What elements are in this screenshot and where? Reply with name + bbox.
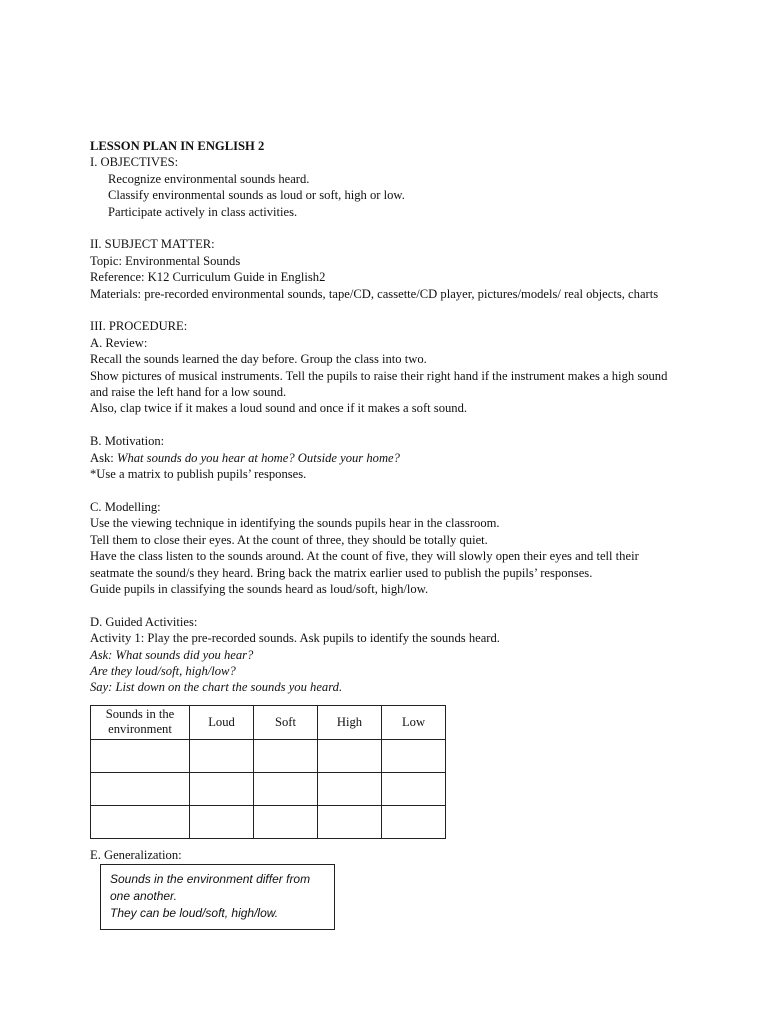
motivation-note: *Use a matrix to publish pupils’ responses. bbox=[90, 467, 307, 482]
subject-topic: Topic: Environmental Sounds bbox=[90, 253, 241, 268]
table-cell bbox=[382, 805, 446, 838]
motivation-ask bbox=[90, 450, 690, 466]
spacer bbox=[90, 302, 690, 318]
subject-reference: Reference: K12 Curriculum Guide in English2 bbox=[90, 270, 326, 285]
review-line: Also, clap twice if it makes a loud sound and once if it makes a soft sound. bbox=[90, 401, 468, 416]
table-cell bbox=[318, 739, 382, 772]
table-header-sounds: Sounds in the environment bbox=[91, 705, 190, 739]
motivation-heading: B. Motivation: bbox=[90, 434, 165, 449]
table-cell bbox=[91, 805, 190, 838]
table-cell bbox=[318, 772, 382, 805]
objectives-heading: I. OBJECTIVES: bbox=[90, 155, 179, 170]
review-heading: A. Review: bbox=[90, 335, 148, 350]
generalization-heading: E. Generalization: bbox=[90, 847, 182, 862]
subject-materials: Materials: pre-recorded environmental sounds, tape/CD, cassette/CD player, pictures/models/ real objects, charts bbox=[90, 286, 659, 301]
guided-activities-heading: D. Guided Activities: bbox=[90, 614, 198, 629]
table-header-low: Low bbox=[382, 705, 446, 739]
objective-item: Classify environmental sounds as loud or soft, high or low. bbox=[108, 188, 405, 203]
generalization-line: They can be loud/soft, high/low. bbox=[110, 906, 279, 921]
table-header-loud: Loud bbox=[190, 705, 254, 739]
guided-activity-1: Activity 1: Play the pre-recorded sounds. Ask pupils to identify the sounds heard. bbox=[90, 631, 500, 646]
review-line: Recall the sounds learned the day before. Group the class into two. bbox=[90, 352, 427, 367]
spacer bbox=[90, 482, 690, 498]
generalization-box bbox=[100, 864, 335, 930]
table-cell bbox=[254, 805, 318, 838]
spacer bbox=[90, 220, 690, 236]
motivation-ask-prefix: Ask: bbox=[90, 450, 117, 465]
table-cell bbox=[254, 772, 318, 805]
table-cell bbox=[382, 772, 446, 805]
spacer bbox=[90, 597, 690, 613]
objective-item: Recognize environmental sounds heard. bbox=[108, 171, 310, 186]
modelling-heading: C. Modelling: bbox=[90, 499, 161, 514]
generalization-line: Sounds in the environment differ from one another. bbox=[110, 872, 311, 904]
table-row bbox=[91, 739, 446, 772]
objective-item: Participate actively in class activities. bbox=[108, 204, 298, 219]
table-cell bbox=[91, 772, 190, 805]
table-cell bbox=[190, 805, 254, 838]
motivation-ask-question: What sounds do you hear at home? Outside your home? bbox=[116, 450, 400, 465]
guided-say: Say: List down on the chart the sounds you heard. bbox=[90, 680, 343, 695]
modelling-line: Use the viewing technique in identifying the sounds pupils hear in the classroom. bbox=[90, 516, 500, 531]
lesson-plan-document bbox=[90, 138, 690, 930]
review-line: Show pictures of musical instruments. Tell the pupils to raise their right hand if the instrument makes a high sound and raise the left hand for a low sound. bbox=[90, 368, 668, 400]
document-title: LESSON PLAN IN ENGLISH 2 bbox=[90, 139, 265, 153]
table-row bbox=[91, 805, 446, 838]
table-cell bbox=[91, 739, 190, 772]
modelling-line: Have the class listen to the sounds around. At the count of five, they will slowly open their eyes and tell their seatmate the sound/s they heard. Bring back the matrix earlier used to publish the pupils’ responses. bbox=[90, 549, 639, 580]
table-cell bbox=[190, 772, 254, 805]
guided-ask: Ask: What sounds did you hear? bbox=[90, 647, 254, 662]
modelling-line: Tell them to close their eyes. At the count of three, they should be totally quiet. bbox=[90, 532, 488, 547]
procedure-heading: III. PROCEDURE: bbox=[90, 319, 188, 334]
table-cell bbox=[190, 739, 254, 772]
table-cell bbox=[382, 739, 446, 772]
table-header-soft: Soft bbox=[254, 705, 318, 739]
modelling-line: Guide pupils in classifying the sounds heard as loud/soft, high/low. bbox=[90, 581, 429, 596]
guided-ask-2: Are they loud/soft, high/low? bbox=[90, 663, 236, 678]
table-header-high: High bbox=[318, 705, 382, 739]
spacer bbox=[90, 417, 690, 433]
sounds-matrix-table bbox=[90, 705, 446, 839]
subject-matter-heading: II. SUBJECT MATTER: bbox=[90, 237, 215, 252]
table-row bbox=[91, 772, 446, 805]
table-cell bbox=[254, 739, 318, 772]
table-header-row bbox=[91, 705, 446, 739]
table-cell bbox=[318, 805, 382, 838]
